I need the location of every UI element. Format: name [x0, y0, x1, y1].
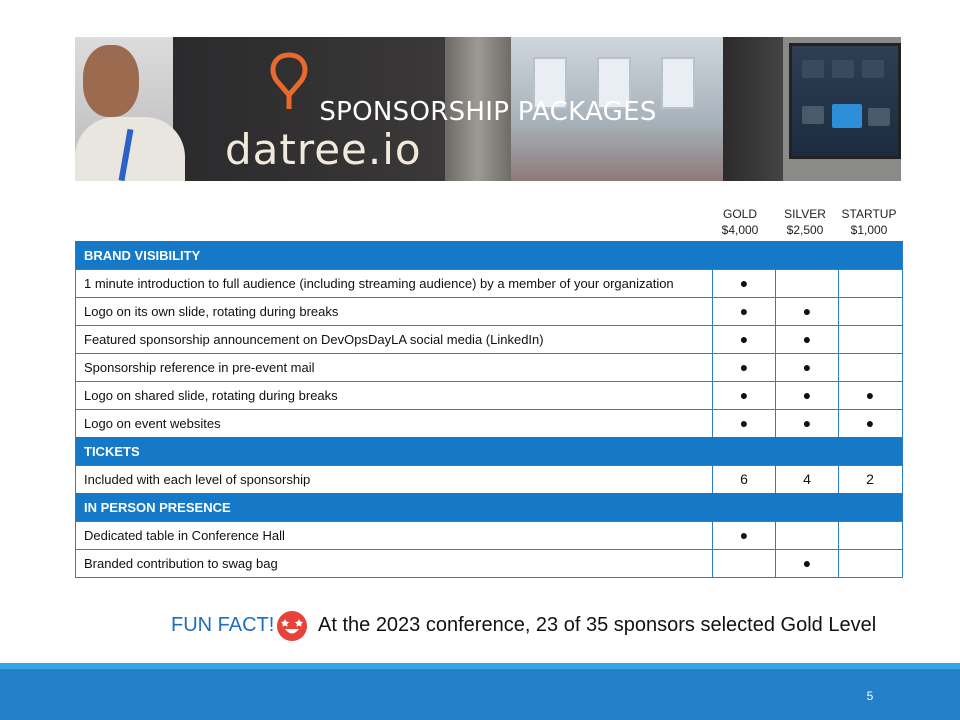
cell-startup [838, 270, 901, 297]
cell-startup [838, 298, 901, 325]
cell-startup [838, 522, 901, 549]
row-label: 1 minute introduction to full audience (including streaming audience) by a member of your organization [84, 276, 674, 291]
cell-silver [775, 270, 838, 297]
row-label: Included with each level of sponsorship [84, 472, 311, 487]
row-label: Sponsorship reference in pre-event mail [84, 360, 315, 375]
cell-silver: ● [775, 550, 838, 577]
column-price: $1,000 [850, 223, 888, 237]
column-price: $2,500 [786, 223, 824, 237]
section-header-tickets [76, 437, 902, 465]
row-label: Dedicated table in Conference Hall [84, 528, 285, 543]
cell-silver: 4 [775, 466, 838, 493]
cell-silver: ● [775, 354, 838, 381]
cell-silver: ● [775, 298, 838, 325]
column-price: $4,000 [721, 223, 759, 237]
star-struck-emoji-icon [276, 610, 308, 642]
column-header-startup [837, 206, 901, 238]
cell-gold: ● [712, 298, 775, 325]
cell-startup [838, 354, 901, 381]
table-row [76, 409, 902, 437]
cell-startup: 2 [838, 466, 901, 493]
row-label: Featured sponsorship announcement on DevOpsDayLA social media (LinkedIn) [84, 332, 544, 347]
row-label: Logo on event websites [84, 416, 221, 431]
row-label: Logo on its own slide, rotating during breaks [84, 304, 339, 319]
table-row [76, 465, 902, 493]
cell-gold: ● [712, 522, 775, 549]
sponsorship-table [75, 241, 903, 578]
cell-gold: ● [712, 270, 775, 297]
fun-fact-label: FUN FACT! [171, 614, 275, 636]
cell-gold: ● [712, 410, 775, 437]
banner-logo-text: datree.io [225, 125, 422, 174]
row-label: Branded contribution to swag bag [84, 556, 278, 571]
column-name: STARTUP [841, 207, 897, 221]
cell-gold: ● [712, 382, 775, 409]
table-row [76, 521, 902, 549]
column-name: SILVER [784, 207, 826, 221]
table-row [76, 269, 902, 297]
table-row [76, 297, 902, 325]
column-header-gold [708, 206, 772, 238]
cell-startup: ● [838, 410, 901, 437]
cell-silver: ● [775, 326, 838, 353]
table-row [76, 325, 902, 353]
cell-silver: ● [775, 410, 838, 437]
section-header-in-person-presence [76, 493, 902, 521]
cell-gold [712, 550, 775, 577]
column-header-silver [773, 206, 837, 238]
cell-gold: ● [712, 326, 775, 353]
fun-fact-text: At the 2023 conference, 23 of 35 sponsors selected Gold Level [318, 614, 877, 636]
section-header-brand-visibility [76, 241, 902, 269]
cell-silver [775, 522, 838, 549]
table-row [76, 353, 902, 381]
cell-gold: ● [712, 354, 775, 381]
section-heading: IN PERSON PRESENCE [84, 500, 231, 515]
table-row [76, 549, 902, 577]
section-heading: BRAND VISIBILITY [84, 248, 201, 263]
cell-silver: ● [775, 382, 838, 409]
footer-bar [0, 669, 960, 720]
header-banner [75, 37, 901, 181]
page-number: 5 [866, 689, 874, 703]
cell-gold: 6 [712, 466, 775, 493]
cell-startup: ● [838, 382, 901, 409]
cell-startup [838, 326, 901, 353]
section-heading: TICKETS [84, 444, 140, 459]
cell-startup [838, 550, 901, 577]
row-label: Logo on shared slide, rotating during breaks [84, 388, 338, 403]
column-name: GOLD [722, 207, 757, 221]
table-row [76, 381, 902, 409]
slide-title: SPONSORSHIP PACKAGES [319, 97, 657, 127]
